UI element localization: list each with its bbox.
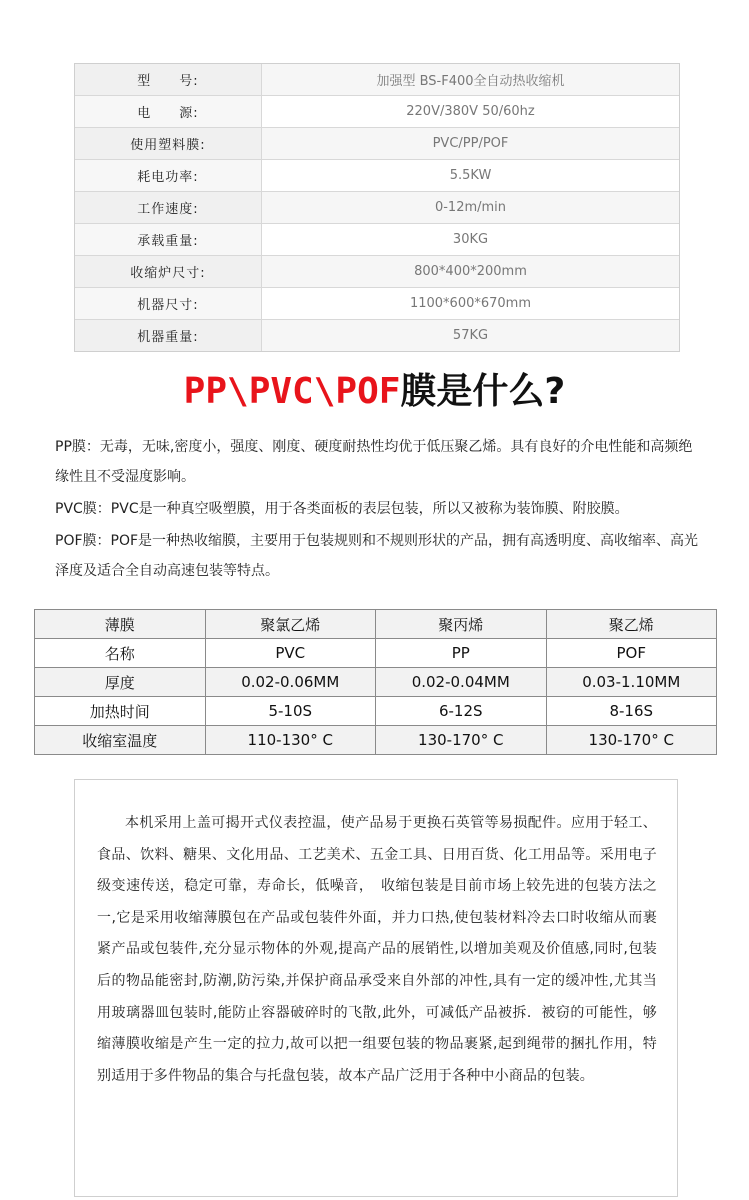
spec-value: 800*400*200mm [262,256,679,287]
table-row [35,638,716,667]
film-intro [55,432,700,588]
spec-label: 收缩炉尺寸: [75,256,262,287]
table-cell: 聚乙烯 [546,610,717,638]
spec-value: 220V/380V 50/60hz [262,96,679,127]
table-cell: 加热时间 [89,702,150,721]
heading-question: 膜是什么? [400,371,566,412]
spec-row-machine-size [75,287,679,319]
pvc-description: PVC膜：PVC是一种真空吸塑膜，用于各类面板的表层包装，所以又被称为装饰膜、附胶膜。 [55,501,629,517]
table-row [35,725,716,754]
table-cell: PVC [205,639,376,667]
table-cell: 130-170° C [375,726,546,754]
table-cell: 0.03-1.10MM [546,668,717,696]
spec-value: PVC/PP/POF [262,128,679,159]
table-cell: 0.02-0.04MM [375,668,546,696]
table-cell: PP [375,639,546,667]
pof-description: POF膜：POF是一种热收缩膜，主要用于包装规则和不规则形状的产品，拥有高透明度、高收缩率、高光泽度及适合全自动高速包装等特点。 [55,533,699,579]
table-cell: 110-130° C [205,726,376,754]
spec-label: 机器尺寸: [75,288,262,319]
spec-label: 工作速度: [75,192,262,223]
spec-label: 使用塑料膜: [75,128,262,159]
spec-table [74,63,680,352]
product-description-box [74,779,678,1197]
spec-label: 耗电功率: [75,160,262,191]
table-row [35,667,716,696]
spec-value: 5.5KW [262,160,679,191]
spec-value: 30KG [262,224,679,255]
spec-value: 0-12m/min [262,192,679,223]
spec-value: 1100*600*670mm [262,288,679,319]
spec-row-wattage [75,159,679,191]
table-cell: 6-12S [375,697,546,725]
table-cell: POF [546,639,717,667]
spec-row-film [75,127,679,159]
spec-row-load [75,223,679,255]
table-cell: 聚氯乙烯 [205,610,376,638]
spec-row-weight [75,319,679,351]
table-cell: 薄膜 [104,615,135,634]
table-cell: 聚丙烯 [375,610,546,638]
spec-row-speed [75,191,679,223]
table-cell: 0.02-0.06MM [205,668,376,696]
product-description: 本机采用上盖可揭开式仪表控温，使产品易于更换石英管等易损配件。应用于轻工、食品、饮料、糖果、文化用品、工艺美术、五金工具、日用百货、化工用品等。采用电子级变速传送，稳定可靠，寿命长，低噪音， 收缩包装是目前市场上较先进的包装方法之一,它是采用收缩薄膜包在产品或包装件外面，并力口热,使包装材料冷去口时收缩从而裹紧产品或包装件,充分显示物体的外观,提高产品的展销性,以增加美观及价值感,同时,包装后的物品能密封,防潮,防污染,并保护商品承受来自外部的冲性,具有一定的缓冲性,尤其当用玻璃器皿包装时,能防止容器破碎时的飞散,此外，可减低产品被拆．被窃的可能性，够缩薄膜收缩是产生一定的拉力,故可以把一组要包装的物品裹紧,起到绳带的捆扎作用，特别适用于多件物品的集合与托盘包装，故本产品广泛用于各种中小商品的包装。 [97,815,657,1084]
spec-value: 加强型 BS-F400全自动热收缩机 [262,64,679,95]
table-cell: 收缩室温度 [82,731,158,750]
table-cell: 厚度 [104,673,135,692]
table-row [35,696,716,725]
spec-label: 电 源: [75,96,262,127]
film-comparison-table [34,609,717,755]
table-cell: 5-10S [205,697,376,725]
spec-label: 承载重量: [75,224,262,255]
table-cell: 8-16S [546,697,717,725]
spec-label: 型 号: [75,64,262,95]
spec-row-oven-size [75,255,679,287]
spec-row-model [75,64,679,95]
table-row [35,610,716,638]
spec-label: 机器重量: [75,320,262,351]
spec-row-power [75,95,679,127]
section-heading [0,366,749,418]
pp-description: PP膜：无毒，无味,密度小，强度、刚度、硬度耐热性均优于低压聚乙烯。具有良好的介电性能和高频绝缘性且不受湿度影响。 [55,439,693,485]
table-cell: 名称 [104,644,135,663]
heading-film-types: PP\PVC\POF [183,371,401,412]
table-cell: 130-170° C [546,726,717,754]
spec-value: 57KG [262,320,679,351]
